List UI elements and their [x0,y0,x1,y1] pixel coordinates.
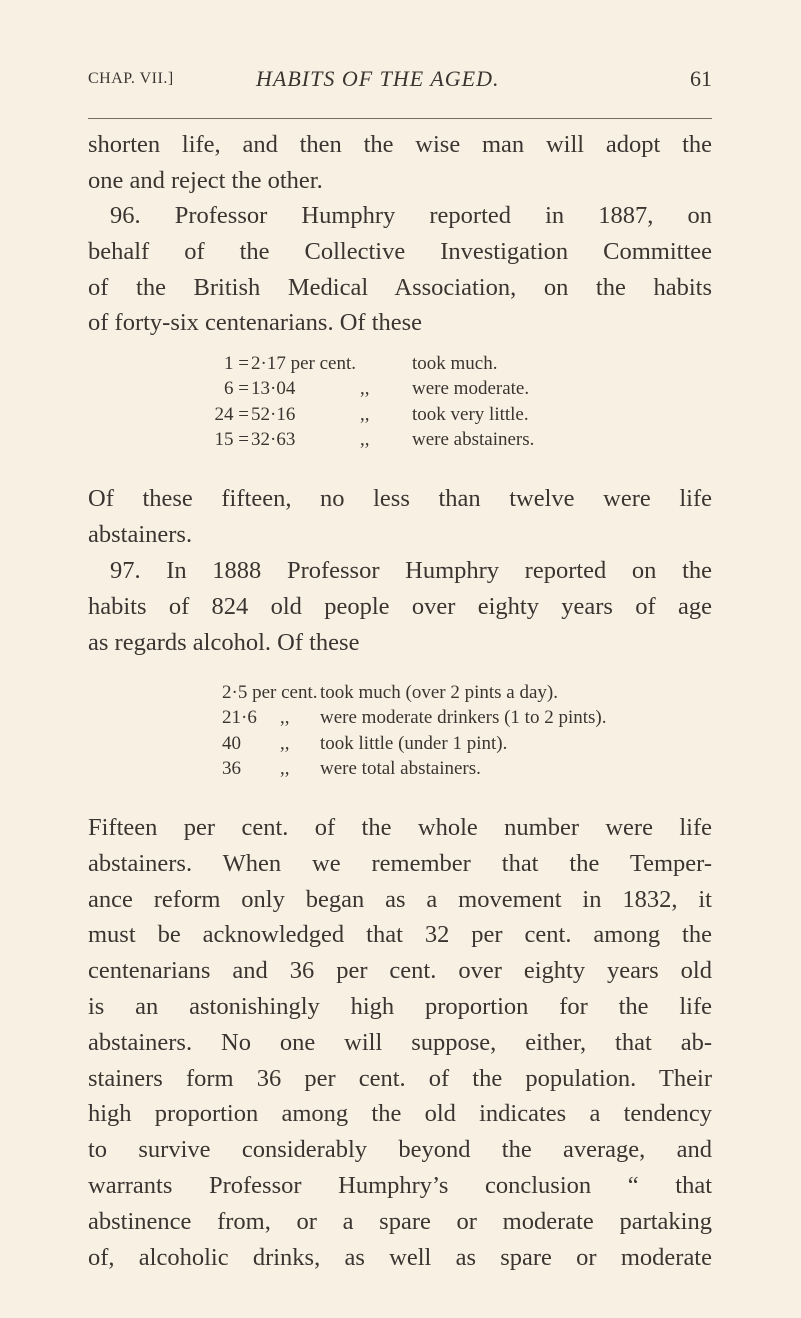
table-row [0,756,801,781]
text-line: habits of 824 old people over eighty years of age [88,592,712,620]
text-line: of, alcoholic drinks, as well as spare or moderate [88,1243,712,1271]
num-cell: 1 = [224,353,249,374]
desc-cell: were abstainers. [412,428,535,450]
text-line: is an astonishingly high proportion for the life [88,993,712,1020]
text-line: Of these fifteen, no less than twelve were life [88,485,712,512]
pct-cell: 52·16 [251,403,296,425]
table-row [0,731,801,756]
desc-cell: took much. [412,353,498,374]
text-line: stainers form 36 per cent. of the population. Their [88,1064,712,1092]
text-line: shorten life, and then the wise man will adopt the [88,131,712,158]
pct-cell: 21·6 [222,707,257,729]
pct-cell: 13·04 [251,378,296,400]
desc-cell: were moderate. [412,378,530,400]
text-line: high proportion among the old indicates a tendency [88,1100,712,1128]
desc-cell: took little (under 1 pint). [320,732,508,754]
table2 [0,680,801,781]
text-line: 96. Professor Humphry reported in 1887, on [110,202,712,229]
text-line: ance reform only began as a movement in 1832, it [88,885,712,913]
ditto-cell: ,, [360,428,370,450]
table1 [0,351,801,452]
num-cell: 6 = [224,378,249,400]
pct-cell: 2·17 per cent. [251,353,356,374]
text-line: 97. In 1888 Professor Humphry reported on the [110,557,712,584]
text-line: of forty-six centenarians. Of these [88,309,423,337]
page-number: 61 [690,66,712,91]
table-row [0,427,801,452]
pct-cell: 2·5 per cent. [222,682,318,703]
text-line: of the British Medical Association, on the habits [88,273,712,301]
text-line: abstainers. No one will suppose, either, that ab- [88,1028,712,1056]
num-cell: 15 = [214,428,249,450]
table-row [0,402,801,427]
pct-cell: 36 [222,757,241,779]
text-line: abstainers. When we remember that the Temper- [88,849,712,877]
running-title: HABITS OF THE AGED. [256,66,500,91]
text-line: must be acknowledged that 32 per cent. among the [88,921,712,949]
text-line: abstainers. [88,520,193,548]
text-line: Fifteen per cent. of the whole number were life [88,814,712,841]
table-row [0,705,801,730]
ditto-cell: ,, [280,757,290,779]
ditto-cell: ,, [360,378,370,400]
table-row [0,376,801,401]
desc-cell: were total abstainers. [320,757,481,779]
header-rule [88,118,712,119]
text-line: abstinence from, or a spare or moderate partaking [88,1207,712,1235]
desc-cell: were moderate drinkers (1 to 2 pints). [320,707,607,729]
pct-cell: 40 [222,732,241,754]
text-line: as regards alcohol. Of these [88,628,360,656]
pct-cell: 32·63 [251,428,296,450]
ditto-cell: ,, [280,732,290,754]
ditto-cell: ,, [360,403,370,425]
text-line: behalf of the Collective Investigation Committee [88,237,712,265]
table-row [0,680,801,705]
num-cell: 24 = [214,403,249,425]
desc-cell: took much (over 2 pints a day). [320,682,558,703]
text-line: one and reject the other. [88,166,323,194]
desc-cell: took very little. [412,403,529,425]
ditto-cell: ,, [280,707,290,729]
text-line: centenarians and 36 per cent. over eighty years old [88,957,712,985]
table-row [0,351,801,376]
chapter-label: CHAP. VII.] [88,70,174,87]
text-line: warrants Professor Humphry’s conclusion “ that [88,1172,712,1199]
running-header [88,66,712,96]
text-line: to survive considerably beyond the average, and [88,1136,712,1164]
